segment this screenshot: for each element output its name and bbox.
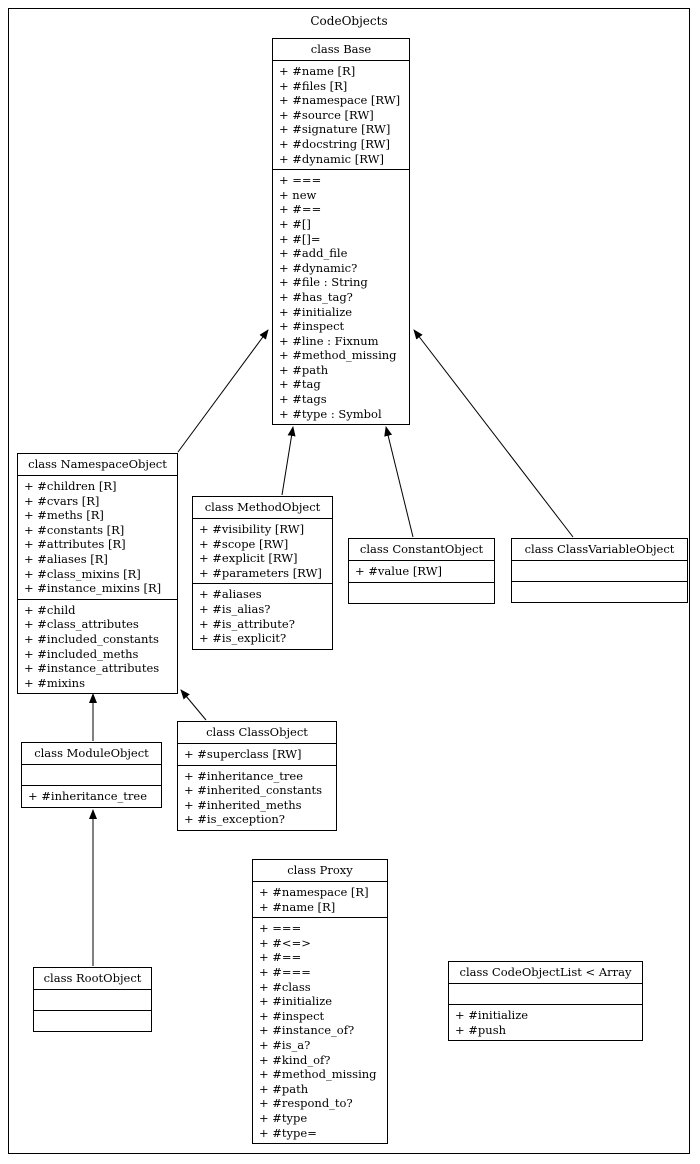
class-box-classobject (177, 721, 337, 831)
member-line: + #included_constants (24, 631, 159, 646)
member-line: + #dynamic? (279, 260, 358, 275)
member-line: + #<=> (259, 935, 311, 950)
member-line: + #inspect (259, 1008, 325, 1023)
member-line: + #is_explicit? (199, 631, 287, 646)
attributes-section-codeobjectlist (449, 984, 642, 1004)
member-line: + #superclass [RW] (184, 747, 302, 761)
member-line: + #is_attribute? (199, 616, 295, 631)
member-line: + #initialize (259, 994, 333, 1009)
class-title-constantobject: class ConstantObject (349, 539, 494, 561)
class-box-constantobject (348, 538, 495, 604)
member-line: + #name [R] (259, 899, 336, 914)
methods-section-codeobjectlist (449, 1004, 642, 1040)
class-title-methodobject: class MethodObject (193, 497, 332, 519)
class-title-codeobjectlist: class CodeObjectList < Array (449, 962, 642, 984)
methods-section-constantobject (349, 582, 494, 603)
member-line: + #constants [R] (24, 522, 125, 537)
member-line: + #is_alias? (199, 601, 271, 616)
attributes-section-moduleobject (22, 765, 161, 785)
class-title-classvariableobject: class ClassVariableObject (512, 539, 687, 561)
member-line: + #namespace [R] (259, 885, 369, 899)
attributes-section-proxy (253, 882, 387, 917)
attributes-section-methodobject (193, 519, 332, 583)
class-title-classobject: class ClassObject (178, 722, 336, 744)
member-line: + #class_attributes (24, 617, 139, 632)
member-line: + #name [R] (279, 64, 356, 78)
member-line: + #kind_of? (259, 1052, 331, 1067)
member-line: + #inherited_meths (184, 797, 302, 812)
member-line: + #is_a? (259, 1037, 311, 1052)
methods-section-classobject (178, 765, 336, 830)
member-line: + #initialize (279, 304, 353, 319)
methods-section-moduleobject (22, 785, 161, 807)
member-line: + #instance_of? (259, 1023, 355, 1038)
attributes-section-rootobject (34, 990, 151, 1010)
member-line: + #child (24, 602, 76, 617)
member-line: + #method_missing (259, 1067, 377, 1082)
member-line: + #type (259, 1110, 308, 1125)
member-line: + #children [R] (24, 479, 117, 493)
member-line: + #instance_mixins [R] (24, 581, 162, 596)
member-line: + #method_missing (279, 348, 397, 363)
class-box-classvariableobject (511, 538, 688, 603)
class-box-proxy (252, 859, 388, 1144)
member-line: + #[] (279, 216, 311, 231)
class-box-base (272, 38, 410, 425)
member-line: + #file : String (279, 275, 368, 290)
attributes-section-namespaceobject (18, 476, 177, 599)
member-line: + #[]= (279, 231, 321, 246)
member-line: + #inheritance_tree (184, 768, 304, 783)
member-line: + #visibility [RW] (199, 522, 305, 536)
member-line: + #aliases (199, 587, 262, 602)
member-line: + #dynamic [RW] (279, 151, 384, 166)
class-box-rootobject (33, 967, 152, 1032)
member-line: + #path (279, 362, 329, 377)
member-line: + #initialize (455, 1008, 529, 1022)
member-line: + #inheritance_tree (28, 789, 148, 803)
member-line: + #is_exception? (184, 812, 285, 827)
member-line: + #instance_attributes (24, 661, 160, 676)
member-line: + #mixins (24, 675, 85, 690)
member-line: + new (279, 187, 317, 202)
methods-section-classvariableobject (512, 581, 687, 602)
member-line: + === (259, 921, 302, 936)
attributes-section-base (273, 61, 409, 169)
methods-section-rootobject (34, 1010, 151, 1031)
attributes-section-classvariableobject (512, 561, 687, 581)
member-line: + #source [RW] (279, 107, 374, 122)
member-line: + #files [R] (279, 78, 348, 93)
attributes-section-classobject (178, 744, 336, 765)
cluster-title: CodeObjects (310, 14, 388, 28)
attributes-section-constantobject (349, 561, 494, 582)
member-line: + #tags (279, 392, 327, 407)
class-title-rootobject: class RootObject (34, 968, 151, 990)
methods-section-methodobject (193, 583, 332, 648)
member-line: + #namespace [RW] (279, 93, 401, 108)
class-box-codeobjectlist (448, 961, 643, 1041)
member-line: + #== (259, 950, 302, 965)
class-box-namespaceobject (17, 453, 178, 694)
class-title-base: class Base (273, 39, 409, 61)
member-line: + #included_meths (24, 646, 139, 661)
member-line: + #type : Symbol (279, 406, 382, 421)
member-line: + #aliases [R] (24, 551, 108, 566)
class-title-proxy: class Proxy (253, 860, 387, 882)
member-line: + #attributes [R] (24, 537, 126, 552)
member-line: + #inspect (279, 319, 345, 334)
methods-section-base (273, 169, 409, 424)
class-box-moduleobject (21, 742, 162, 808)
member-line: + #tag (279, 377, 321, 392)
member-line: + #line : Fixnum (279, 333, 379, 348)
member-line: + #scope [RW] (199, 536, 289, 551)
member-line: + #class (259, 979, 311, 994)
member-line: + #docstring [RW] (279, 136, 390, 151)
member-line: + #has_tag? (279, 289, 353, 304)
member-line: + #== (279, 202, 322, 217)
member-line: + #inherited_constants (184, 783, 323, 798)
member-line: + #value [RW] (355, 564, 443, 578)
member-line: + #class_mixins [R] (24, 566, 141, 581)
member-line: + #cvars [R] (24, 493, 100, 508)
class-box-methodobject (192, 496, 333, 650)
methods-section-proxy (253, 917, 387, 1143)
member-line: + #add_file (279, 246, 348, 261)
member-line: + #signature [RW] (279, 122, 391, 137)
member-line: + === (279, 173, 322, 188)
member-line: + #push (455, 1022, 507, 1037)
methods-section-namespaceobject (18, 599, 177, 694)
class-title-namespaceobject: class NamespaceObject (18, 454, 177, 476)
member-line: + #type= (259, 1125, 317, 1140)
member-line: + #path (259, 1081, 309, 1096)
class-title-moduleobject: class ModuleObject (22, 743, 161, 765)
member-line: + #meths [R] (24, 508, 104, 523)
member-line: + #=== (259, 964, 311, 979)
member-line: + #respond_to? (259, 1096, 353, 1111)
member-line: + #parameters [RW] (199, 565, 322, 580)
member-line: + #explicit [RW] (199, 551, 298, 566)
